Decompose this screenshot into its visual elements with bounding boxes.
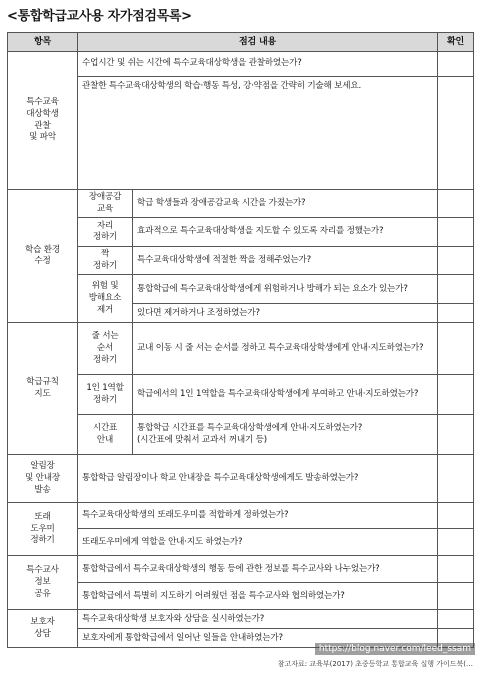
page-title: <통합학급교사용 자가점검목록>: [7, 9, 192, 24]
subcategory-cell: 짝 정하기: [78, 247, 133, 275]
table-row: [8, 415, 474, 455]
table-row: [8, 275, 474, 304]
checklist-item: 학급에서의 1인 1역할을 특수교육대상학생에게 부여하고 안내·지도하였는가?: [133, 375, 438, 415]
subcategory-cell: 장애공감 교육: [78, 190, 133, 218]
category-cell: 특수교사 정보 공유: [8, 556, 78, 610]
header-check: 확인: [438, 33, 474, 52]
checklist-item: 통합학급에서 특수교육대상학생의 행동 등에 관한 정보를 특수교사와 나누었는가?: [78, 556, 438, 583]
checklist-item: 관찰한 특수교육대상학생의 학습·행동 특성, 강·약점을 간략히 기술해 보세요.: [78, 77, 438, 190]
check-cell[interactable]: [438, 247, 474, 275]
checklist-item: 통합학급에서 특별히 지도하기 어려웠던 점을 특수교사와 협의하였는가?: [78, 583, 438, 610]
check-cell[interactable]: [438, 610, 474, 629]
check-cell[interactable]: [438, 556, 474, 583]
checklist-item: 있다면 제거하거나 조정하였는가?: [133, 304, 438, 323]
table-row: [8, 52, 474, 77]
category-cell: 알림장 및 안내장 발송: [8, 455, 78, 503]
checklist-item: 학급 학생들과 장애공감교육 시간을 가졌는가?: [133, 190, 438, 218]
subcategory-cell: 위험 및 방해요소 제거: [78, 275, 133, 323]
check-cell[interactable]: [438, 304, 474, 323]
source-note: 참고자료: 교육부(2017) 초중등학교 통합교육 실행 가이드북(…: [277, 660, 473, 668]
table-row: [8, 610, 474, 629]
subcategory-cell: 자리 정하기: [78, 218, 133, 247]
checklist-item: 효과적으로 특수교육대상학생을 지도할 수 있도록 자리를 정했는가?: [133, 218, 438, 247]
checklist-item: 특수교육대상학생 보호자와 상담을 실시하였는가?: [78, 610, 438, 629]
check-cell[interactable]: [438, 529, 474, 556]
check-cell[interactable]: [438, 77, 474, 190]
table-row: [8, 583, 474, 610]
table-row: [8, 556, 474, 583]
check-cell[interactable]: [438, 52, 474, 77]
subcategory-cell: 줄 서는 순서 정하기: [78, 323, 133, 375]
checklist-item: 특수교육대상학생에 적절한 짝을 정해주었는가?: [133, 247, 438, 275]
subcategory-cell: 1인 1역할 정하기: [78, 375, 133, 415]
category-cell: 보호자 상담: [8, 610, 78, 648]
table-row: [8, 247, 474, 275]
table-row: [8, 375, 474, 415]
header-category: 항목: [8, 33, 78, 52]
subcategory-cell: 시간표 안내: [78, 415, 133, 455]
checklist-item: 통합학급 시간표를 특수교육대상학생에게 안내·지도하였는가? (시간표에 맞춰서 교과서 꺼내기 등): [133, 415, 438, 455]
check-cell[interactable]: [438, 275, 474, 304]
table-row: [8, 503, 474, 529]
category-cell: 특수교육 대상학생 관찰 및 파악: [8, 52, 78, 190]
category-cell: 또래 도우미 정하기: [8, 503, 78, 556]
table-row: [8, 218, 474, 247]
check-cell[interactable]: [438, 455, 474, 503]
table-row: [8, 323, 474, 375]
table-header-row: [8, 33, 474, 52]
check-cell[interactable]: [438, 583, 474, 610]
table-row: [8, 190, 474, 218]
check-cell[interactable]: [438, 503, 474, 529]
check-cell[interactable]: [438, 375, 474, 415]
checklist-table: [7, 32, 474, 648]
checklist-item: 수업시간 및 쉬는 시간에 특수교육대상학생을 관찰하였는가?: [78, 52, 438, 77]
check-cell[interactable]: [438, 190, 474, 218]
check-cell[interactable]: [438, 218, 474, 247]
header-content: 점검 내용: [78, 33, 438, 52]
checklist-item: 보호자에게 통합학급에서 일어난 일들을 안내하였는가?: [78, 629, 438, 648]
checklist-item: 교내 이동 시 줄 서는 순서를 정하고 특수교육대상학생에게 안내·지도하였는가?: [133, 323, 438, 375]
table-row: [8, 455, 474, 503]
check-cell[interactable]: [438, 415, 474, 455]
category-cell: 학급규칙 지도: [8, 323, 78, 455]
table-row: [8, 77, 474, 190]
checklist-item: 또래도우미에게 역할을 안내·지도 하였는가?: [78, 529, 438, 556]
checklist-item: 특수교육대상학생의 또래도우미를 적합하게 정하였는가?: [78, 503, 438, 529]
table-row: [8, 529, 474, 556]
checklist-item: 통합학급에 특수교육대상학생에게 위험하거나 방해가 되는 요소가 있는가?: [133, 275, 438, 304]
category-cell: 학습 환경 수정: [8, 190, 78, 323]
check-cell[interactable]: [438, 323, 474, 375]
watermark-url: https://blog.naver.com/leed_ssam: [315, 643, 475, 655]
checklist-item: 통합학급 알림장이나 학교 안내장을 특수교육대상학생에게도 발송하였는가?: [78, 455, 438, 503]
